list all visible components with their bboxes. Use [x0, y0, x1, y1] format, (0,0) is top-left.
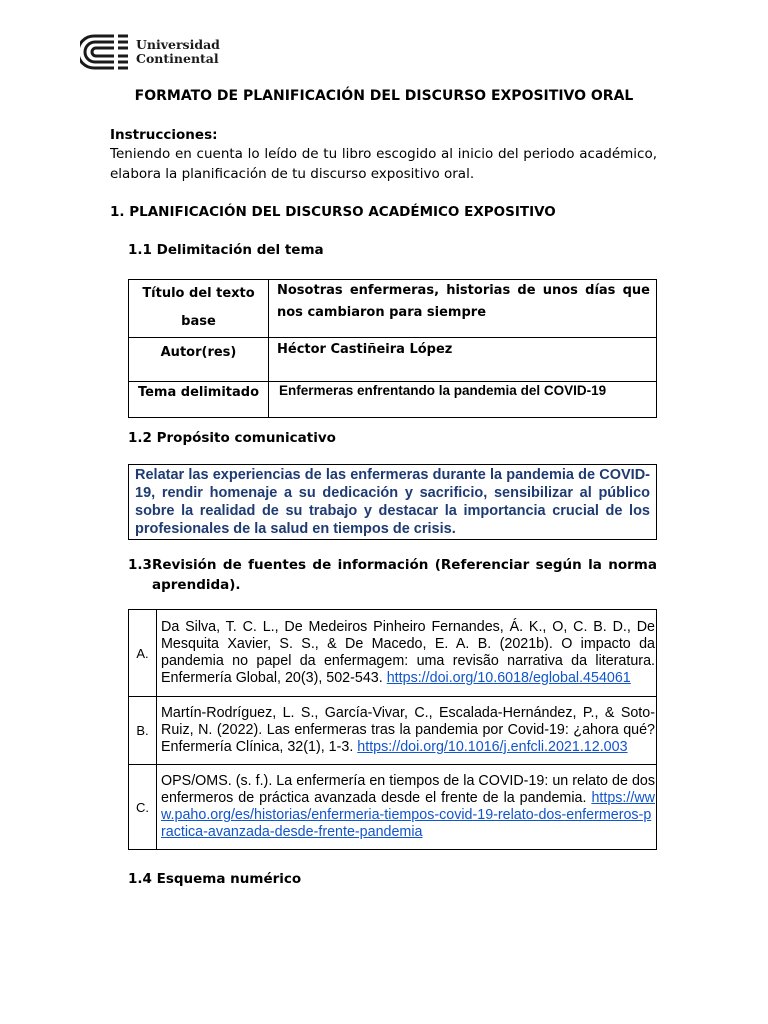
- subsection-1-2-heading: 1.2 Propósito comunicativo: [128, 430, 336, 446]
- source-letter: C.: [129, 765, 157, 850]
- topic-label-title: Título del texto base: [129, 280, 269, 338]
- topic-value-theme: Enfermeras enfrentando la pandemia del COVID-19: [269, 382, 657, 418]
- subsection-1-1-heading: 1.1 Delimitación del tema: [128, 242, 324, 258]
- source-reference: [157, 697, 657, 765]
- source-link[interactable]: https://doi.org/10.6018/eglobal.454061: [386, 670, 631, 686]
- source-link[interactable]: https://www.paho.org/es/historias/enfermeria-tiempos-covid-19-relato-dos-enfermeros-practica-avanzada-desde-frente-pandemia: [161, 790, 655, 840]
- table-row: [129, 697, 657, 765]
- subsection-1-3-number: 1.3: [128, 557, 152, 573]
- instructions-heading: Instrucciones:: [110, 127, 218, 143]
- university-logo-icon: [80, 34, 128, 70]
- topic-label-theme: Tema delimitado: [129, 382, 269, 418]
- source-text: OPS/OMS. (s. f.). La enfermería en tiempos de la COVID-19: un relato de dos enfermeros de práctica avanzada desde el frente de la pandemia.: [161, 773, 655, 806]
- topic-value-title: Nosotras enfermeras, historias de unos días que nos cambiaron para siempre: [269, 280, 657, 338]
- table-row: [129, 382, 657, 418]
- sources-table: [128, 609, 657, 850]
- source-text: Martín-Rodríguez, L. S., García-Vivar, C., Escalada-Hernández, P., & Soto-Ruiz, N. (2022). Las enfermeras tras la pandemia por Covid-19: ¿ahora qué? Enfermería Clínica, 32(1), 1-3.: [161, 705, 655, 755]
- instructions-body: Teniendo en cuenta lo leído de tu libro escogido al inicio del periodo académico, elabora la planificación de tu discurso expositivo oral.: [110, 146, 657, 182]
- logo-line-2: Continental: [136, 51, 219, 66]
- table-row: [129, 280, 657, 338]
- source-text: Da Silva, T. C. L., De Medeiros Pinheiro Fernandes, Á. K., O, C. B. D., De Mesquita Xavier, S. S., & De Macedo, E. A. B. (2021b). O impacto da pandemia no papel da enfermagem: uma revisão narrativa da literatura. Enfermería Global, 20(3), 502-543.: [161, 619, 655, 686]
- topic-label-author: Autor(res): [129, 338, 269, 382]
- topic-table: [128, 279, 657, 418]
- table-row: [129, 765, 657, 850]
- table-row: [129, 338, 657, 382]
- subsection-1-3-text: Revisión de fuentes de información (Referenciar según la norma aprendida).: [152, 557, 657, 593]
- purpose-box: Relatar las experiencias de las enfermeras durante la pandemia de COVID-19, rendir homenaje a su dedicación y sacrificio, sensibilizar al público sobre la realidad de su trabajo y destacar la importancia crucial de los profesionales de la salud en tiempos de crisis.: [128, 464, 657, 540]
- section-1-heading: 1. PLANIFICACIÓN DEL DISCURSO ACADÉMICO EXPOSITIVO: [110, 204, 556, 220]
- logo-line-1: Universidad: [136, 37, 220, 52]
- source-letter: B.: [129, 697, 157, 765]
- topic-value-author: Héctor Castiñeira López: [269, 338, 657, 382]
- source-reference: [157, 765, 657, 850]
- source-reference: [157, 610, 657, 697]
- table-row: [129, 610, 657, 697]
- university-logo: [80, 34, 220, 70]
- subsection-1-3-heading: [128, 555, 657, 595]
- source-link[interactable]: https://doi.org/10.1016/j.enfcli.2021.12.003: [357, 739, 628, 755]
- subsection-1-4-heading: 1.4 Esquema numérico: [128, 871, 302, 887]
- document-title: FORMATO DE PLANIFICACIÓN DEL DISCURSO EXPOSITIVO ORAL: [134, 88, 634, 104]
- logo-text: [136, 38, 220, 66]
- source-letter: A.: [129, 610, 157, 697]
